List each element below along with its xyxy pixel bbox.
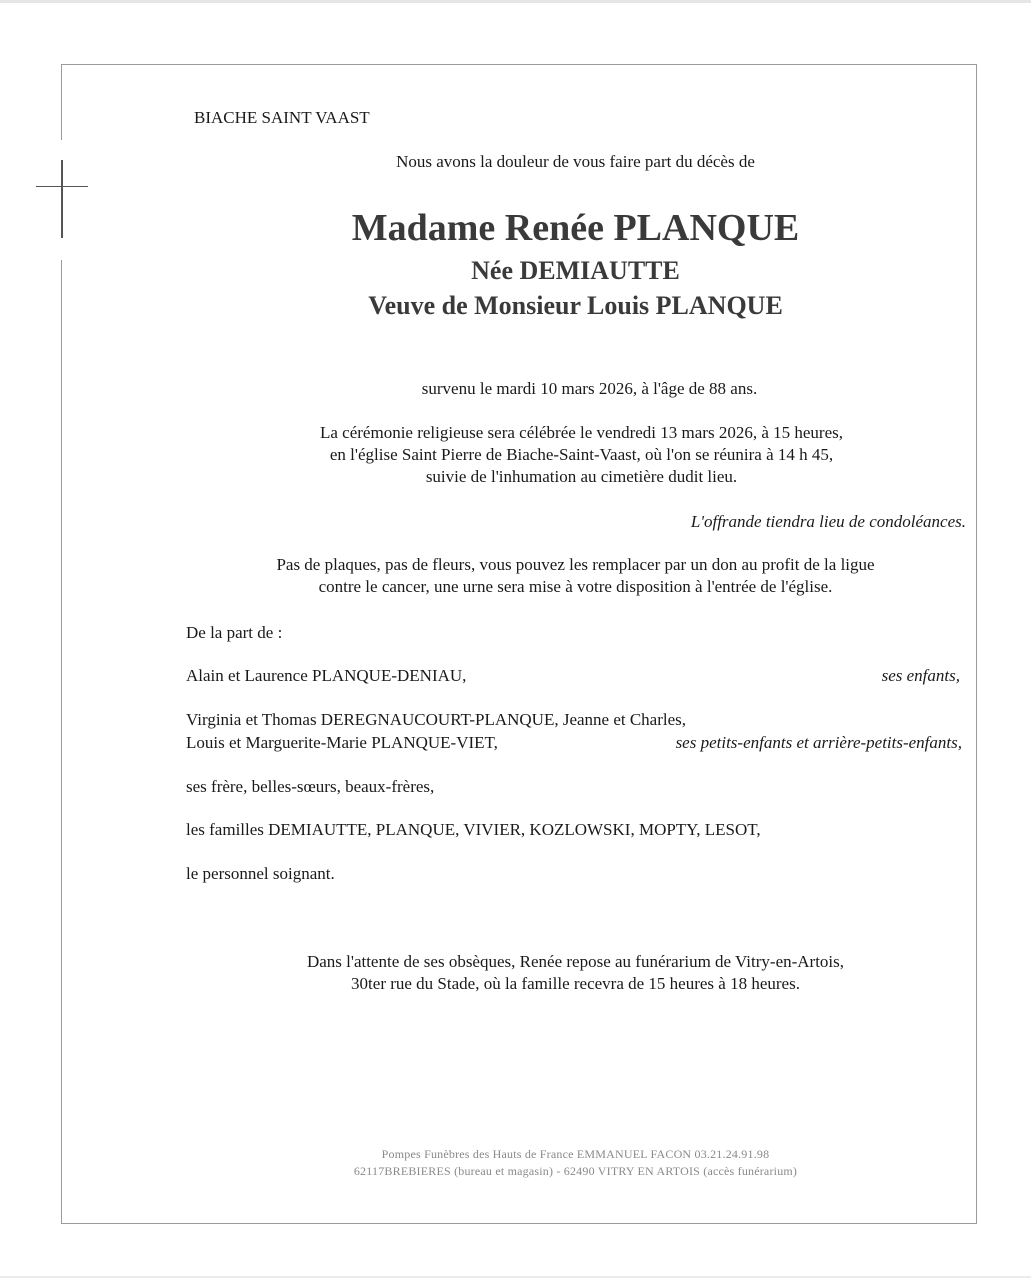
flowers-line-2: contre le cancer, une urne sera mise à votre disposition à l'entrée de l'église. [318,577,833,596]
ceremony-line-1: La cérémonie religieuse sera célébrée le vendredi 13 mars 2026, à 15 heures, [320,423,843,442]
bottom-edge-line [0,1276,1031,1278]
cross-icon-horizontal [36,186,88,187]
intro-text: Nous avons la douleur de vous faire part du décès de [396,152,755,171]
offering-note: L'offrande tiendra lieu de condoléances. [690,512,966,531]
grandchildren-line-2: Louis et Marguerite-Marie PLANQUE-VIET, [186,733,498,752]
from-label: De la part de : [186,623,283,642]
children-role: ses enfants, [881,666,960,685]
ceremony-line-2: en l'église Saint Pierre de Biache-Saint-Vaast, où l'on se réunira à 14 h 45, [329,445,834,464]
siblings-line: ses frère, belles-sœurs, beaux-frères, [186,777,435,796]
ceremony-line-3: suivie de l'inhumation au cimetière dudit lieu. [425,467,738,486]
grandchildren-line-1: Virginia et Thomas DEREGNAUCOURT-PLANQUE, Jeanne et Charles, [186,710,687,729]
families-line: les familles DEMIAUTTE, PLANQUE, VIVIER, KOZLOWSKI, MOPTY, LESOT, [186,820,761,839]
staff-line: le personnel soignant. [186,864,335,883]
footer-line-2: 62117BREBIERES (bureau et magasin) - 62490 VITRY EN ARTOIS (accès funérarium) [353,1164,798,1178]
top-edge-line [0,0,1031,3]
rest-line-2: 30ter rue du Stade, où la famille recevra de 15 heures à 18 heures. [351,974,800,993]
grandchildren-role: ses petits-enfants et arrière-petits-enfants, [675,733,962,752]
rest-line-1: Dans l'attente de ses obsèques, Renée repose au funérarium de Vitry-en-Artois, [306,952,845,971]
location-heading: BIACHE SAINT VAAST [194,108,370,127]
deceased-widow-of: Veuve de Monsieur Louis PLANQUE [368,291,783,320]
children-names: Alain et Laurence PLANQUE-DENIAU, [186,666,467,685]
deceased-name: Madame Renée PLANQUE [351,207,800,249]
death-line: survenu le mardi 10 mars 2026, à l'âge de 88 ans. [421,379,758,398]
footer-line-1: Pompes Funèbres des Hauts de France EMMANUEL FACON 03.21.24.91.98 [381,1147,770,1161]
flowers-line-1: Pas de plaques, pas de fleurs, vous pouvez les remplacer par un don au profit de la ligue [276,555,875,574]
deceased-birth-name: Née DEMIAUTTE [471,256,680,285]
